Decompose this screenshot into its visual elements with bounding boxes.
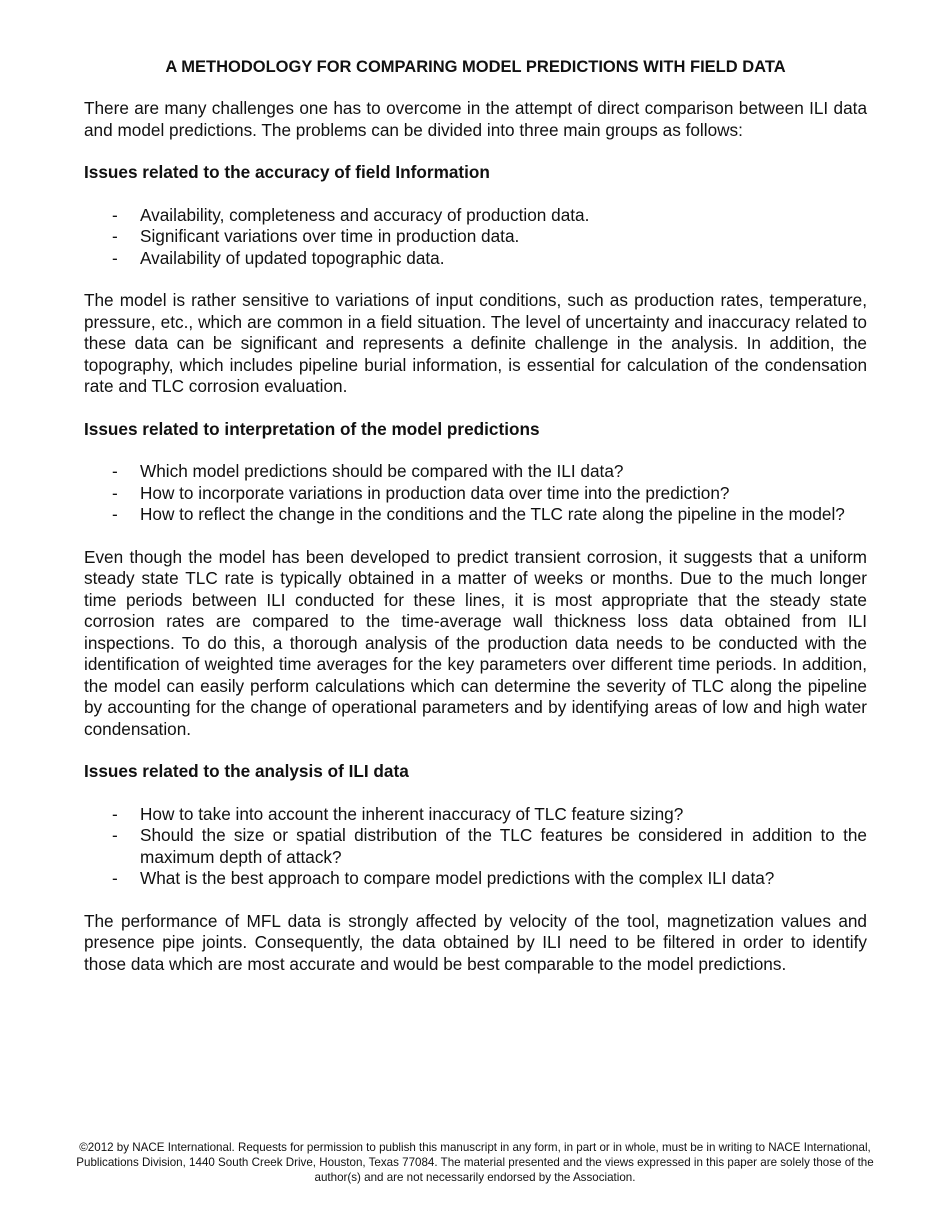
bullet-dash: - [112,204,118,225]
list-item: - How to incorporate variations in production data over time into the prediction? [112,482,730,503]
section-heading-ili-data: Issues related to the analysis of ILI data [84,761,409,781]
list-item: - Should the size or spatial distribution of the TLC features be considered in addition to the maximum depth of attack? [112,825,867,867]
list-item: - How to take into account the inherent inaccuracy of TLC feature sizing? [112,803,684,824]
bullet-dash: - [112,803,118,824]
list-item: - What is the best approach to compare model predictions with the complex ILI data? [112,868,775,888]
copyright-footer: ©2012 by NACE International. Requests for permission to publish this manuscript in any form, in part or in whole, must be in writing to NACE International, Publications Division, 1440 South Creek Drive, Houston, Texas 77084. The material presented and the views expressed in this paper are solely those of the author(s) and are not necessarily endorsed by the Association. [76,1141,874,1184]
body-paragraph: Even though the model has been developed to predict transient corrosion, it suggests that a uniform steady state TLC rate is typically obtained in a matter of weeks or months. Due to the much longer time periods between ILI conducted for these lines, it is most appropriate that the steady state corrosion rates are compared to the time-average wall thickness loss data obtained from ILI inspections. To do this, a thorough analysis of the production data needs to be conducted with the identification of weighted time averages for the key parameters over different time periods. In addition, the model can easily perform calculations which can determine the severity of TLC along the pipeline by accounting for the change of operational parameters and by identifying areas of low and high water condensation. [84,546,867,739]
bullet-dash: - [112,868,118,888]
list-item: - Availability, completeness and accuracy of production data. [112,204,590,225]
bullet-list-field-information [84,205,867,270]
bullet-dash: - [112,825,118,845]
body-paragraph: The model is rather sensitive to variations of input conditions, such as production rates, temperature, pressure, etc., which are common in a field situation. The level of uncertainty and inaccuracy related to these data can be significant and represents a definite challenge in the analysis. In addition, the topography, which includes pipeline burial information, is essential for calculation of the condensation rate and TLC corrosion evaluation. [84,290,867,396]
bullet-dash: - [112,482,118,503]
bullet-dash: - [112,504,118,524]
bullet-dash: - [112,461,118,481]
document-page [84,56,867,996]
list-item: - How to reflect the change in the conditions and the TLC rate along the pipeline in the model? [112,504,845,524]
list-item: - Availability of updated topographic data. [112,247,445,268]
bullet-dash: - [112,247,118,268]
intro-paragraph: There are many challenges one has to overcome in the attempt of direct comparison between ILI data and model predictions. The problems can be divided into three main groups as follows: [84,98,867,140]
section-heading-model-predictions: Issues related to interpretation of the model predictions [84,418,540,439]
bullet-list-ili-data [84,804,867,890]
list-item: - Which model predictions should be compared with the ILI data? [112,461,624,481]
list-item: - Significant variations over time in production data. [112,226,520,246]
bullet-dash: - [112,226,118,246]
page-title: A METHODOLOGY FOR COMPARING MODEL PREDICTIONS WITH FIELD DATA [165,58,786,76]
section-heading-field-information: Issues related to the accuracy of field Information [84,162,490,182]
bullet-list-model-predictions [84,461,867,526]
body-paragraph: The performance of MFL data is strongly affected by velocity of the tool, magnetization values and presence pipe joints. Consequently, the data obtained by ILI need to be filtered in order to identify those data which are most accurate and would be best comparable to the model predictions. [84,910,867,974]
